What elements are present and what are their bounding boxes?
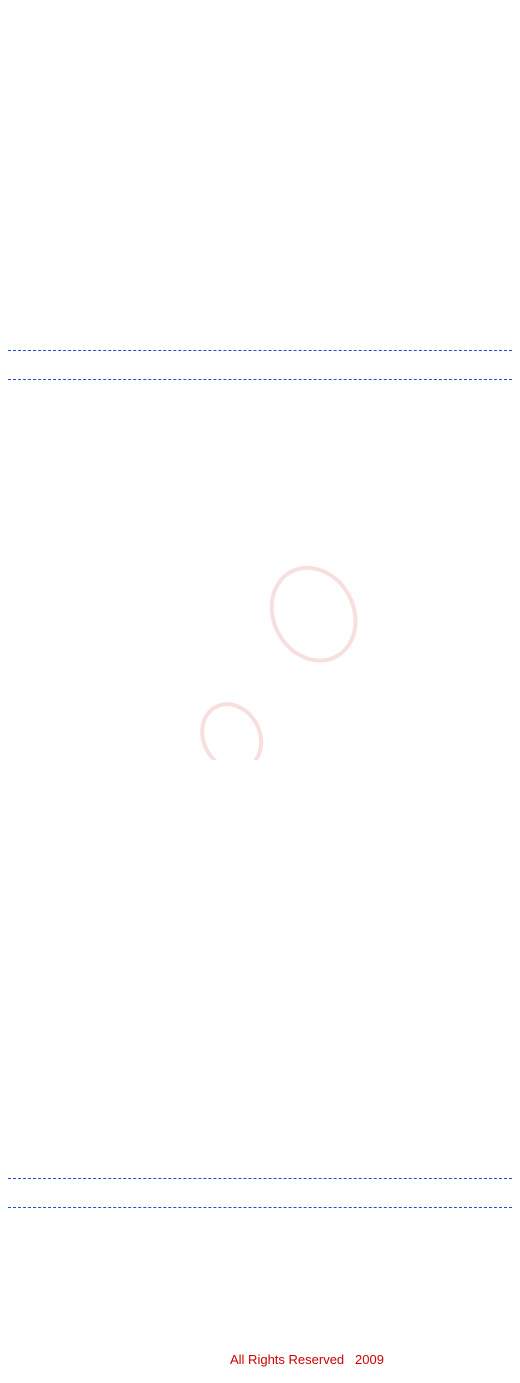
all-rights-reserved: All Rights Reserved — [230, 1352, 345, 1367]
copyright-year: 2009 — [355, 1352, 384, 1367]
site-watermark-logo — [90, 560, 450, 760]
article-title — [0, 6, 520, 36]
callout-line — [8, 322, 512, 351]
highlight-callout — [8, 1150, 512, 1208]
highlight-callout — [8, 322, 512, 380]
callout-line — [8, 1179, 512, 1208]
callout-line — [8, 351, 512, 380]
callout-line — [8, 1150, 512, 1179]
